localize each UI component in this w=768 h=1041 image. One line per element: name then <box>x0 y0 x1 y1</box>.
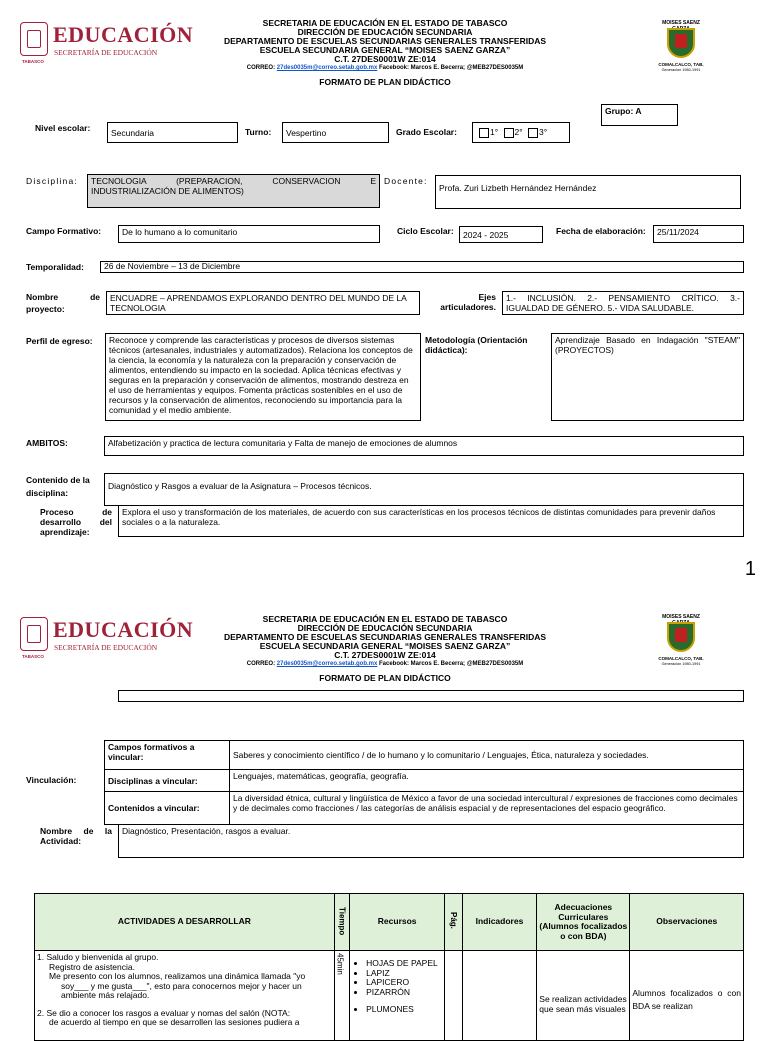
logo-word: EDUCACIÓN <box>53 617 194 642</box>
adecuaciones-cell: Se realizan actividades que sean más visuales <box>537 951 630 1041</box>
col-pag: Pág. <box>449 912 459 930</box>
disciplina-label: Disciplina: <box>26 176 78 186</box>
grado-label: Grado Escolar: <box>396 127 457 137</box>
ambitos-label: AMBITOS: <box>26 438 68 448</box>
docente-label: Docente: <box>384 176 428 186</box>
disc-vinc-label: Disciplinas a vincular: <box>105 770 230 792</box>
turno-label: Turno: <box>245 127 272 137</box>
col-observaciones: Observaciones <box>630 894 744 951</box>
contenido-label: Contenido de la disciplina: <box>26 475 90 498</box>
form-title: FORMATO DE PLAN DIDÁCTICO <box>319 77 451 87</box>
school-logo: MOISES SAENZ COMALCALCO, TAB. Generación 1980-1991 <box>658 20 704 72</box>
page-number: 1 <box>744 558 756 580</box>
fecha-field[interactable]: 25/11/2024 <box>653 225 744 243</box>
list-item: • PIZARRÓN <box>366 988 442 998</box>
list-item: • LAPIZ <box>366 969 442 979</box>
temporalidad-field[interactable]: 26 de Noviembre – 13 de Diciembre <box>100 261 744 273</box>
observaciones-cell: Alumnos focalizados o con BDA se realizan <box>630 951 744 1041</box>
campo-field[interactable]: De lo humano a lo comunitario <box>118 225 380 243</box>
actividad-field[interactable]: Diagnóstico, Presentación, rasgos a evaluar. <box>118 824 744 858</box>
logo-state: TABASCO <box>22 59 44 64</box>
cont-vinc-field[interactable]: La diversidad étnica, cultural y lingüística de México a favor de una sociedad intercultural / expresiones de fracciones como decimales y de decimales como fracciones / las categorías de análisis espacial y de representaciones del espacio geográfico. <box>230 792 744 825</box>
temporalidad-label: Temporalidad: <box>26 262 84 272</box>
col-actividades: ACTIVIDADES A DESARROLLAR <box>35 894 335 951</box>
cont-vinc-label: Contenidos a vincular: <box>105 792 230 825</box>
contenido-field[interactable]: Diagnóstico y Rasgos a evaluar de la Asignatura – Procesos técnicos. <box>104 473 744 506</box>
grado-3-checkbox[interactable] <box>528 128 538 138</box>
logo-subtitle: SECRETARÍA DE EDUCACIÓN <box>54 48 158 57</box>
page-header-2: SECRETARIA DE EDUCACIÓN EN EL ESTADO DE TABASCO DIRECCIÓN DE EDUCACIÓN SECUNDARIA DEPARTAMENTO DE ESCUELAS SECUNDARIAS GENERALES TRANSFERIDAS ESCUELA SECUNDARIA GENERAL “MOISES SAENZ GARZA” C.T. 27DES0001W ZE:014 CORREO: 27des0035m@correo.setab.gob.mx Facebook: Marcos E. Becerra; @MEB27DES0035M FORMATO DE PLAN DIDÁCTICO <box>200 615 570 683</box>
activities-table <box>34 893 744 1041</box>
perfil-field[interactable]: Reconoce y comprende las características y procesos de diversos sistemas técnicos (artesanales, industriales y automatizados). Relaciona los conceptos de la ciencia, la economía y la naturaleza con la preparación y conservación de alimentos, entendiendo su impacto en la sociedad. Aplica técnicas efectivas y seguras en la preparación y conservación de alimentos, mostrando destreza en el uso de herramientas y equipos. Fomenta prácticas sostenibles en el uso de recursos y la conservación de alimentos, reconociendo su importancia para la comunidad y el medio ambiente. <box>105 333 421 421</box>
grado-field: 1° 2° 3° <box>472 122 570 143</box>
nivel-label: Nivel escolar: <box>35 123 91 133</box>
vinculacion-table <box>104 740 744 825</box>
docente-field[interactable]: Profa. Zuri Lizbeth Hernández Hernández <box>435 175 741 209</box>
list-item: • LAPICERO <box>366 978 442 988</box>
tiempo-value: 45min <box>335 953 345 975</box>
proyecto-label: Nombre de <box>26 292 100 302</box>
grupo-box: Grupo: A <box>601 104 678 126</box>
table-row <box>35 951 744 1041</box>
disc-vinc-field[interactable]: Lenguajes, matemáticas, geografía, geografía. <box>230 770 744 792</box>
list-item: • PLUMONES <box>366 1005 442 1015</box>
logo-state: TABASCO <box>22 654 44 659</box>
ejes-field[interactable]: 1.- INCLUSIÓN. 2.- PENSAMIENTO CRÍTICO. 3.- IGUALDAD DE GÉNERO. 5.- VIDA SALUDABLE. <box>502 291 744 315</box>
pda-field[interactable]: Explora el uso y transformación de los materiales, de acuerdo con sus características en los procesos técnicos de distintas comunidades para prevenir daños sociales o a la naturaleza. <box>118 505 744 537</box>
grado-2-checkbox[interactable] <box>504 128 514 138</box>
col-indicadores: Indicadores <box>462 894 537 951</box>
school-shield-icon <box>667 622 695 652</box>
tabasco-seal-icon <box>20 617 48 651</box>
ciclo-label: Ciclo Escolar: <box>397 226 454 236</box>
education-logo <box>20 20 194 70</box>
metodologia-label: Metodología (Orientación didáctica): <box>425 335 528 355</box>
col-tiempo: Tiempo <box>337 906 347 935</box>
page-header: SECRETARIA DE EDUCACIÓN EN EL ESTADO DE TABASCO DIRECCIÓN DE EDUCACIÓN SECUNDARIA DEPARTAMENTO DE ESCUELAS SECUNDARIAS GENERALES TRANSFERIDAS ESCUELA SECUNDARIA GENERAL “MOISES SAENZ GARZA” C.T. 27DES0001W ZE:014 CORREO: 27des0035m@correo.setab.gob.mx Facebook: Marcos E. Becerra; @MEB27DES0035M FORMATO DE PLAN DIDÁCTICO <box>200 19 570 87</box>
nivel-field[interactable]: Secundaria <box>107 122 238 143</box>
vinculacion-label: Vinculación: <box>26 775 77 785</box>
email-link[interactable]: 27des0035m@correo.setab.gob.mx <box>276 65 378 71</box>
tabasco-seal-icon <box>20 22 48 56</box>
ejes-label: Ejes articuladores. <box>440 292 496 312</box>
logo-subtitle: SECRETARÍA DE EDUCACIÓN <box>54 643 158 652</box>
col-adecuaciones: Adecuaciones Curriculares (Alumnos focalizados o con BDA) <box>537 894 630 951</box>
email-link[interactable]: 27des0035m@correo.setab.gob.mx <box>276 661 378 667</box>
campo-label: Campo Formativo: <box>26 226 102 236</box>
education-logo-2 <box>20 615 194 665</box>
proyecto-field[interactable]: ENCUADRE – APRENDAMOS EXPLORANDO DENTRO DEL MUNDO DE LA TECNOLOGIA <box>106 291 420 315</box>
col-recursos: Recursos <box>350 894 445 951</box>
ambitos-field[interactable]: Alfabetización y practica de lectura comunitaria y Falta de manejo de emociones de alumnos <box>104 436 744 456</box>
grado-1-checkbox[interactable] <box>479 128 489 138</box>
recursos-cell <box>350 951 445 1041</box>
form-title: FORMATO DE PLAN DIDÁCTICO <box>319 673 451 683</box>
turno-field[interactable]: Vespertino <box>282 122 389 143</box>
metodologia-field[interactable]: Aprendizaje Basado en Indagación "STEAM" (PROYECTOS) <box>551 333 744 421</box>
school-logo-2: MOISES SAENZ COMALCALCO, TAB. Generación 1980-1991 <box>658 614 704 666</box>
fecha-label: Fecha de elaboración: <box>556 226 646 236</box>
ciclo-field[interactable]: 2024 - 2025 <box>459 226 543 243</box>
list-item: • HOJAS DE PAPEL <box>366 959 442 969</box>
disciplina-field[interactable]: TECNOLOGIA (PREPARACION, CONSERVACION E INDUSTRIALIZACIÓN DE ALIMENTOS) <box>87 174 380 208</box>
school-shield-icon <box>667 28 695 58</box>
perfil-label: Perfil de egreso: <box>26 336 93 346</box>
campos-vinc-label: Campos formativos a vincular: <box>105 741 230 770</box>
activities-cell: 1. Saludo y bienvenida al grupo. Registro de asistencia. Me presento con los alumnos, realizamos una dinámica llamada "yo soy___ y me gusta___", esto para conocernos mejor y hacer un ambiente más relajado. 2. Se dio a conocer los rasgos a evaluar y nomas del salón (NOTA: de acuerdo al tiempo en que se desarrollen las sesiones pudiera a <box>35 951 335 1041</box>
blank-field[interactable] <box>118 690 744 702</box>
campos-vinc-field[interactable]: Saberes y conocimiento científico / de lo humano y lo comunitario / Lenguajes, Ética, naturaleza y sociedades. <box>230 741 744 770</box>
logo-word: EDUCACIÓN <box>53 22 194 47</box>
actividad-label: Nombre de la Actividad: <box>40 826 112 846</box>
pda-label: Proceso de desarrollo del aprendizaje: <box>40 507 112 537</box>
